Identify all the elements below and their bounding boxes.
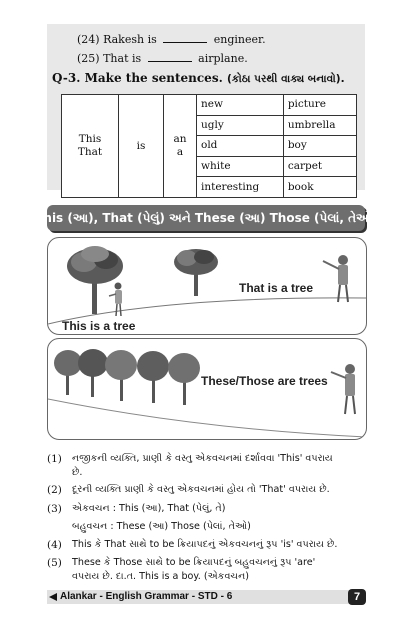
these-those-caption: These/Those are trees xyxy=(201,374,328,388)
adjective-cell: interesting xyxy=(197,177,284,198)
subject-that: That xyxy=(77,146,103,158)
girl-pointing-icon xyxy=(109,283,122,317)
verb-cell: is xyxy=(119,95,164,198)
question-3-heading xyxy=(52,71,345,86)
section-banner xyxy=(35,205,377,231)
tree-icon xyxy=(174,249,218,296)
page-footer xyxy=(0,587,413,607)
tree-icon xyxy=(54,350,82,395)
adjective-cell: ugly xyxy=(197,115,284,136)
exercise-item-24 xyxy=(77,33,266,46)
adjective-cell: new xyxy=(197,95,284,116)
rule-text: છે. xyxy=(72,467,83,478)
page-number: 7 xyxy=(348,589,366,605)
tree-icon xyxy=(67,246,123,314)
rule-number: (1) xyxy=(47,453,62,465)
fill-blank[interactable] xyxy=(148,52,192,62)
tree-icon xyxy=(78,349,108,397)
sentence-table xyxy=(61,94,357,198)
boy-pointing-icon xyxy=(331,364,355,414)
triangle-icon xyxy=(49,593,57,601)
noun-cell: umbrella xyxy=(283,115,356,136)
question-label: Q-3. xyxy=(52,71,81,85)
question-text: Make the sentences. xyxy=(84,71,223,85)
article-an: an xyxy=(173,133,187,145)
item-number: (24) xyxy=(77,33,100,46)
boy-pointing-icon xyxy=(323,255,348,302)
exercise-box xyxy=(47,24,365,193)
rule-text: બહુવચન : These (આ) Those (પેલાં, તેઓ) xyxy=(72,521,251,532)
noun-cell: boy xyxy=(283,136,356,157)
item-text: airplane. xyxy=(198,52,248,65)
article-cell xyxy=(164,95,197,198)
tree-icon xyxy=(168,353,200,405)
fill-blank[interactable] xyxy=(163,33,207,43)
noun-cell: carpet xyxy=(283,156,356,177)
that-caption: That is a tree xyxy=(239,281,314,295)
item-text: Rakesh is xyxy=(103,33,157,46)
rule-text: વપરાય છે. દા.ત. This is a boy. (એકવચન) xyxy=(72,571,250,582)
rule-text: નજીકની વ્યક્તિ, પ્રાણી કે વસ્તુ એકવચનમાં દર્શાવવા 'This' વપરાય xyxy=(72,453,333,464)
subject-this: This xyxy=(78,133,102,145)
adjective-cell: white xyxy=(197,156,284,177)
item-number: (25) xyxy=(77,52,100,65)
scene-these-those xyxy=(47,338,367,440)
rule-text: This કે That સાથે to be ક્રિયાપદનું એકવચનનું રૂપ 'is' વપરાય છે. xyxy=(72,539,338,550)
tree-icon xyxy=(105,350,137,401)
question-gujarati: (કોઠા પરથી વાક્ય બનાવો). xyxy=(226,73,345,85)
footer-title: Alankar - English Grammar - STD - 6 xyxy=(60,591,233,602)
subject-cell xyxy=(62,95,119,198)
these-those-illustration xyxy=(48,339,366,439)
this-caption: This is a tree xyxy=(62,319,136,333)
noun-cell: picture xyxy=(283,95,356,116)
item-text: That is xyxy=(103,52,142,65)
rule-number: (2) xyxy=(47,484,62,496)
banner-title: This (આ), That (પેલું) અને These (આ) Those (પેલાં, તેઓ) xyxy=(35,210,377,225)
rule-text: દૂરની વ્યક્તિ પ્રાણી કે વસ્તુ એકવચનમાં હોય તો 'That' વપરાય છે. xyxy=(72,484,330,495)
scene-this-that xyxy=(47,237,367,335)
noun-cell: book xyxy=(283,177,356,198)
article-a: a xyxy=(176,146,184,158)
rule-number: (5) xyxy=(47,557,62,569)
adjective-cell: old xyxy=(197,136,284,157)
rule-text: These કે Those સાથે to be ક્રિયાપદનું બહુવચનનું રૂપ 'are' xyxy=(72,557,316,568)
rule-number: (4) xyxy=(47,539,62,551)
rule-text: એકવચન : This (આ), That (પેલું, તે) xyxy=(72,503,226,514)
rule-number: (3) xyxy=(47,503,62,515)
exercise-item-25 xyxy=(77,52,248,65)
item-text: engineer. xyxy=(213,33,266,46)
tree-icon xyxy=(137,351,169,403)
